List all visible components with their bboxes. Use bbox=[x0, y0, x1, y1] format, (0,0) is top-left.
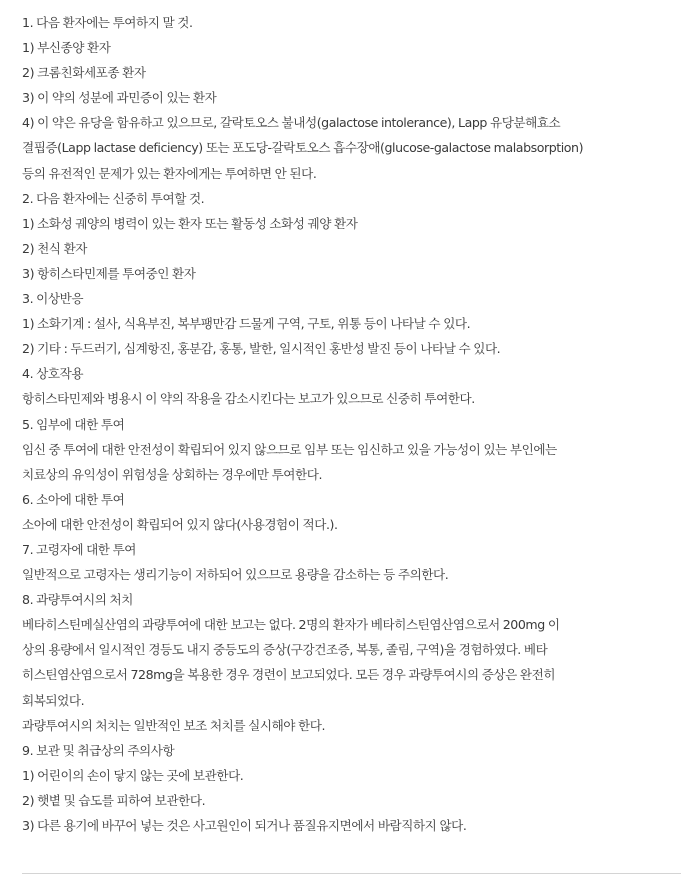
list-item: 3) 이 약의 성분에 과민증이 있는 환자 bbox=[22, 90, 217, 106]
paragraph-line: 상의 용량에서 일시적인 경등도 내지 중등도의 증상(구강건조증, 복통, 졸림, 구역)을 경험하였다. 베타 bbox=[22, 642, 548, 658]
list-item: 1) 어린이의 손이 닿지 않는 곳에 보관한다. bbox=[22, 767, 244, 783]
list-item: 3) 항히스타민제를 투여중인 환자 bbox=[22, 265, 196, 281]
section-heading-interactions: 4. 상호작용 bbox=[22, 366, 84, 382]
list-item: 2) 햇볕 및 습도를 피하여 보관한다. bbox=[22, 792, 206, 808]
list-item: 1) 소화성 궤양의 병력이 있는 환자 또는 활동성 소화성 궤양 환자 bbox=[22, 215, 358, 231]
list-item: 2) 기타 : 두드러기, 심계항진, 홍분감, 홍통, 발한, 일시적인 홍반성 발진 등이 나타날 수 있다. bbox=[22, 341, 501, 357]
paragraph-line: 히스틴염산염으로서 728mg을 복용한 경우 경련이 보고되었다. 모든 경우 과량투여시의 증상은 완전히 bbox=[22, 667, 556, 683]
list-item: 2) 크롬친화세포종 환자 bbox=[22, 65, 146, 81]
paragraph-line: 소아에 대한 안전성이 확립되어 있지 않다(사용경험이 적다.). bbox=[22, 516, 338, 532]
document-body bbox=[22, 10, 682, 838]
text-line: 결핍증(Lapp lactase deficiency) 또는 포도당-갈락토오스 흡수장애(glucose-galactose malabsorption) bbox=[22, 140, 584, 156]
section-heading-contraindications: 1. 다음 환자에는 투여하지 말 것. bbox=[22, 15, 193, 30]
paragraph-line: 베타히스틴메실산염의 과량투여에 대한 보고는 없다. 2명의 환자가 베타히스틴염산염으로서 200mg 이 bbox=[22, 617, 560, 633]
list-item: 4) 이 약은 유당을 함유하고 있으므로, 갈락토오스 불내성(galactose intolerance), Lapp 유당분해효소 bbox=[22, 115, 561, 131]
paragraph-line: 회복되었다. bbox=[22, 692, 85, 708]
section-heading-pediatric: 6. 소아에 대한 투여 bbox=[22, 491, 125, 507]
list-item: 1) 부신종양 환자 bbox=[22, 40, 111, 56]
paragraph-line: 항히스타민제와 병용시 이 약의 작용을 감소시킨다는 보고가 있으므로 신중히 투여한다. bbox=[22, 391, 475, 407]
paragraph-line: 일반적으로 고령자는 생리기능이 저하되어 있으므로 용량을 감소하는 등 주의한다. bbox=[22, 567, 449, 583]
paragraph-line: 임신 중 투여에 대한 안전성이 확립되어 있지 않으므로 임부 또는 임신하고 있을 가능성이 있는 부인에는 bbox=[22, 441, 557, 457]
list-item: 1) 소화기계 : 설사, 식욕부진, 복부팽만감 드물게 구역, 구토, 위통 등이 나타날 수 있다. bbox=[22, 316, 471, 332]
list-item: 3) 다른 용기에 바꾸어 넣는 것은 사고원인이 되거나 품질유지면에서 바람직하지 않다. bbox=[22, 818, 467, 833]
section-heading-pregnancy: 5. 임부에 대한 투여 bbox=[22, 416, 125, 432]
list-item: 2) 천식 환자 bbox=[22, 240, 87, 256]
text-line: 등의 유전적인 문제가 있는 환자에게는 투여하면 안 된다. bbox=[22, 165, 317, 181]
section-heading-caution: 2. 다음 환자에는 신중히 투여할 것. bbox=[22, 190, 205, 206]
section-heading-elderly: 7. 고령자에 대한 투여 bbox=[22, 541, 136, 557]
paragraph-line: 과량투여시의 처치는 일반적인 보조 처치를 실시해야 한다. bbox=[22, 717, 326, 733]
bottom-divider bbox=[22, 873, 681, 874]
paragraph-line: 치료상의 유익성이 위험성을 상회하는 경우에만 투여한다. bbox=[22, 466, 322, 482]
section-heading-adverse-reactions: 3. 이상반응 bbox=[22, 291, 84, 307]
section-heading-overdose: 8. 과량투여시의 처치 bbox=[22, 592, 133, 608]
section-heading-storage: 9. 보관 및 취급상의 주의사항 bbox=[22, 742, 175, 758]
